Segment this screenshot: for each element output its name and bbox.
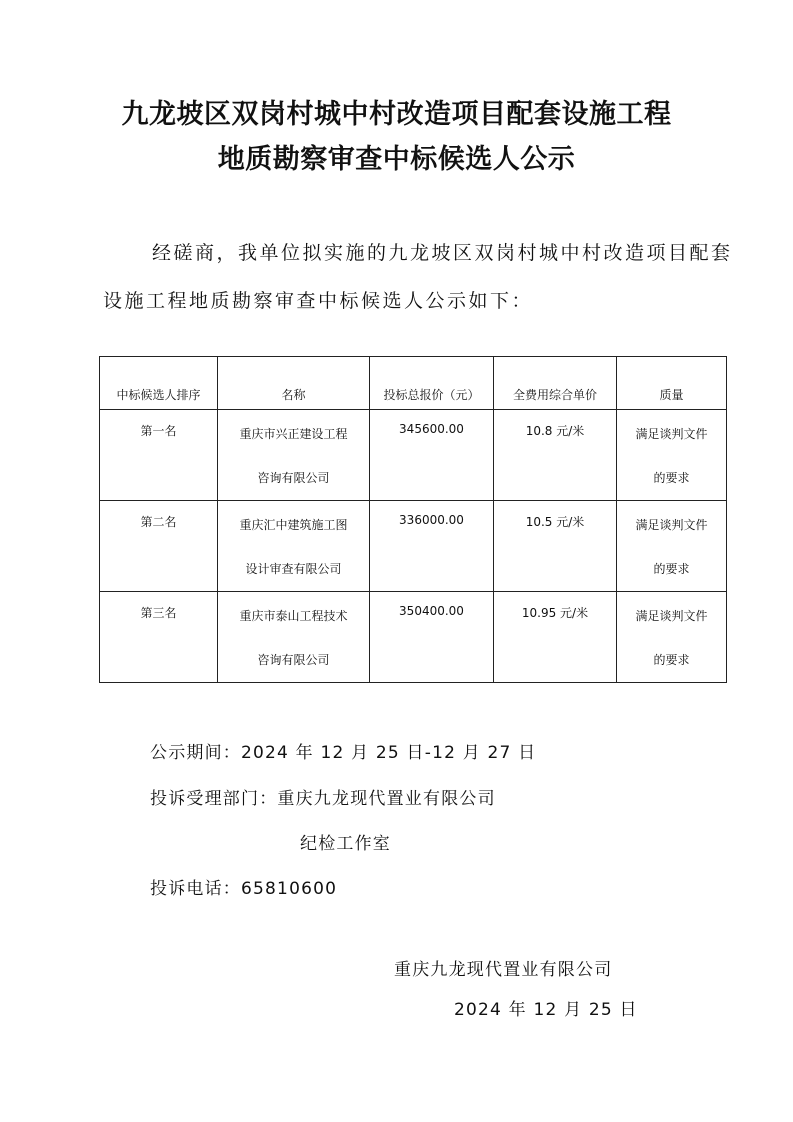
- cell-rank: 第三名: [140, 606, 177, 620]
- cell-unit-price: 10.95 元/米: [521, 606, 589, 620]
- cell-name-line2: 咨询有限公司: [257, 471, 330, 485]
- cell-name-line1: 重庆市泰山工程技术: [239, 609, 348, 623]
- intro-paragraph-line1: 经磋商，我单位拟实施的九龙坡区双岗村城中村改造项目配套: [152, 242, 733, 264]
- header-unit-price: 全费用综合单价: [494, 357, 617, 410]
- complaint-department: 投诉受理部门：重庆九龙现代置业有限公司: [150, 789, 496, 809]
- header-rank: 中标候选人排序: [100, 357, 218, 410]
- header-quality: 质量: [617, 357, 727, 410]
- cell-quality-line2: 的要求: [653, 562, 690, 576]
- table-header-row: [100, 357, 727, 410]
- complaint-phone: 投诉电话：65810600: [150, 879, 338, 899]
- table-row: [100, 410, 727, 501]
- intro-paragraph-line2: 设施工程地质勘察审查中标候选人公示如下：: [103, 290, 534, 312]
- cell-name-line1: 重庆市兴正建设工程: [239, 427, 348, 441]
- cell-name-line2: 咨询有限公司: [257, 653, 330, 667]
- cell-total-price: 345600.00: [399, 422, 464, 436]
- document-title-line1: 九龙坡区双岗村城中村改造项目配套设施工程: [121, 99, 672, 130]
- publicity-period: 公示期间：2024 年 12 月 25 日-12 月 27 日: [150, 743, 537, 763]
- header-total-price: 投标总报价（元）: [370, 357, 494, 410]
- header-name: 名称: [218, 357, 370, 410]
- cell-name-line1: 重庆汇中建筑施工图: [239, 518, 348, 532]
- signature-date: 2024 年 12 月 25 日: [454, 1000, 638, 1020]
- cell-quality-line1: 满足谈判文件: [635, 518, 708, 532]
- cell-total-price: 350400.00: [399, 604, 464, 618]
- cell-rank: 第二名: [140, 515, 177, 529]
- complaint-department-office: 纪检工作室: [300, 834, 391, 854]
- cell-name-line2: 设计审查有限公司: [245, 562, 342, 576]
- cell-quality-line1: 满足谈判文件: [635, 427, 708, 441]
- document-title-line2: 地质勘察审查中标候选人公示: [217, 144, 576, 175]
- cell-quality-line2: 的要求: [653, 471, 690, 485]
- cell-rank: 第一名: [140, 424, 177, 438]
- cell-quality-line2: 的要求: [653, 653, 690, 667]
- signature-company: 重庆九龙现代置业有限公司: [394, 960, 613, 980]
- table-row: [100, 501, 727, 592]
- cell-total-price: 336000.00: [399, 513, 464, 527]
- table-row: [100, 592, 727, 683]
- cell-quality-line1: 满足谈判文件: [635, 609, 708, 623]
- cell-unit-price: 10.5 元/米: [525, 515, 585, 529]
- cell-unit-price: 10.8 元/米: [525, 424, 585, 438]
- candidates-table: [99, 356, 727, 683]
